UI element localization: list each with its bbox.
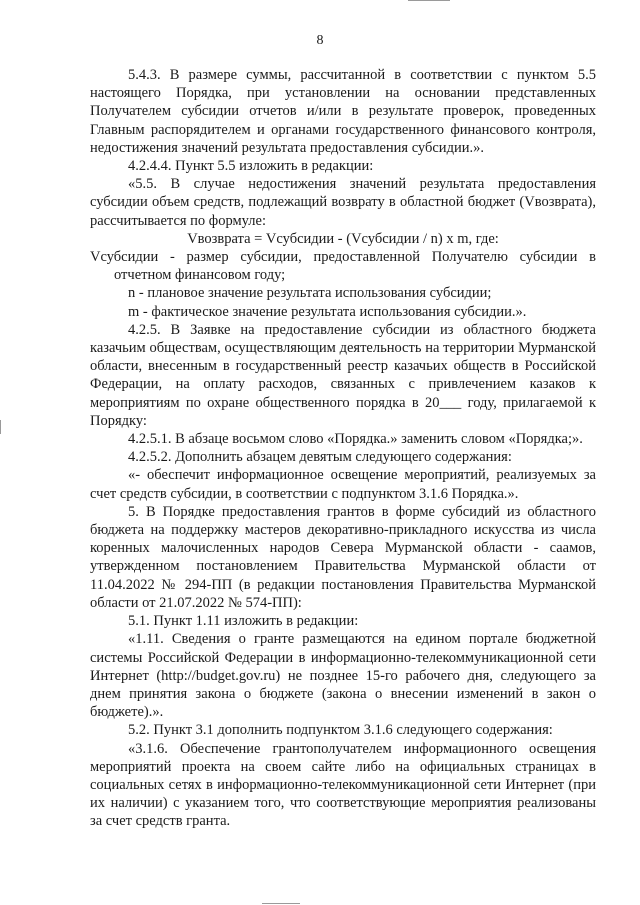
paragraph-5-5: «5.5. В случае недостижения значений результата предоставления субсидии объем средств, подлежащий возврату в областной бюджет (Vвозврата), рассчитывается по формуле: [90, 176, 596, 229]
paragraph-new-ninth: «- обеспечит информационное освещение мероприятий, реализуемых за счет средств субсидии, в соответствии с подпунктом 3.1.6 Порядка.». [90, 467, 596, 502]
document-body [90, 66, 596, 831]
formula: Vвозврата = Vсубсидии - (Vсубсидии / n) x m, где: [187, 230, 499, 247]
definition-v-subsidy: Vсубсидии - размер субсидии, предоставленной Получателю субсидии в отчетном финансовом году; [90, 249, 596, 284]
paragraph-5-1: 5.1. Пункт 1.11 изложить в редакции: [128, 613, 359, 630]
paragraph-5-2: 5.2. Пункт 3.1 дополнить подпунктом 3.1.6 следующего содержания: [128, 722, 553, 739]
paragraph-4-2-5: 4.2.5. В Заявке на предоставление субсидии из областного бюджета казачьим обществам, осуществляющим деятельность на территории Мурманской области, внесенным в государственный реестр казачьих обществ в Российской Федерации, на оплату расходов, связанных с привлечением казаков к мероприятиям по охране общественного порядка в 20___ году, прилагаемой к Порядку: [90, 321, 596, 429]
paragraph-3-1-6: «3.1.6. Обеспечение грантополучателем информационного освещения мероприятий проекта на своем сайте либо на официальных страницах в социальных сетях в информационно-телекоммуникационной сети Интернет (при их наличии) с указанием того, что соответствующие мероприятия реализованы за счет средств гранта. [90, 740, 596, 830]
paragraph-4-2-5-1: 4.2.5.1. В абзаце восьмом слово «Порядка.» заменить словом «Порядка;». [128, 431, 583, 448]
paragraph-1-11: «1.11. Сведения о гранте размещаются на едином портале бюджетной системы Российской Федерации в информационно-телекоммуникационной сети Интернет (http://budget.gov.ru) не позднее 15-го рабочего дня, следующего за днем принятия закона о бюджете (закона о внесении изменений в закон о бюджете).». [90, 631, 596, 721]
paragraph-4-2-4-4: 4.2.4.4. Пункт 5.5 изложить в редакции: [128, 158, 374, 175]
page-number: 8 [316, 33, 324, 48]
scan-mark-left [0, 420, 1, 434]
paragraph-4-2-5-2: 4.2.5.2. Дополнить абзацем девятым следующего содержания: [128, 449, 512, 466]
paragraph-5-4-3: 5.4.3. В размере суммы, рассчитанной в соответствии с пунктом 5.5 настоящего Порядка, при установлении на основании представленных Получателем субсидии отчетов и/или в результате проверок, проведенных Главным распорядителем и органами государственного финансового контроля, недостижения значений результата предоставления субсидии.». [90, 67, 596, 156]
definition-n: n - плановое значение результата использования субсидии; [128, 285, 492, 302]
paragraph-5: 5. В Порядке предоставления грантов в форме субсидий из областного бюджета на поддержку мастеров декоративно-прикладного искусства из числа коренных малочисленных народов Севера Мурманской области - саамов, утвержденном постановлением Правительства Мурманской области от 11.04.2022 № 294-ПП (в редакции постановления Правительства Мурманской области от 21.07.2022 № 574-ПП): [90, 503, 596, 611]
scan-mark-bottom [262, 903, 300, 904]
scan-mark-top [408, 0, 450, 1]
definition-m: m - фактическое значение результата использования субсидии.». [128, 303, 527, 320]
